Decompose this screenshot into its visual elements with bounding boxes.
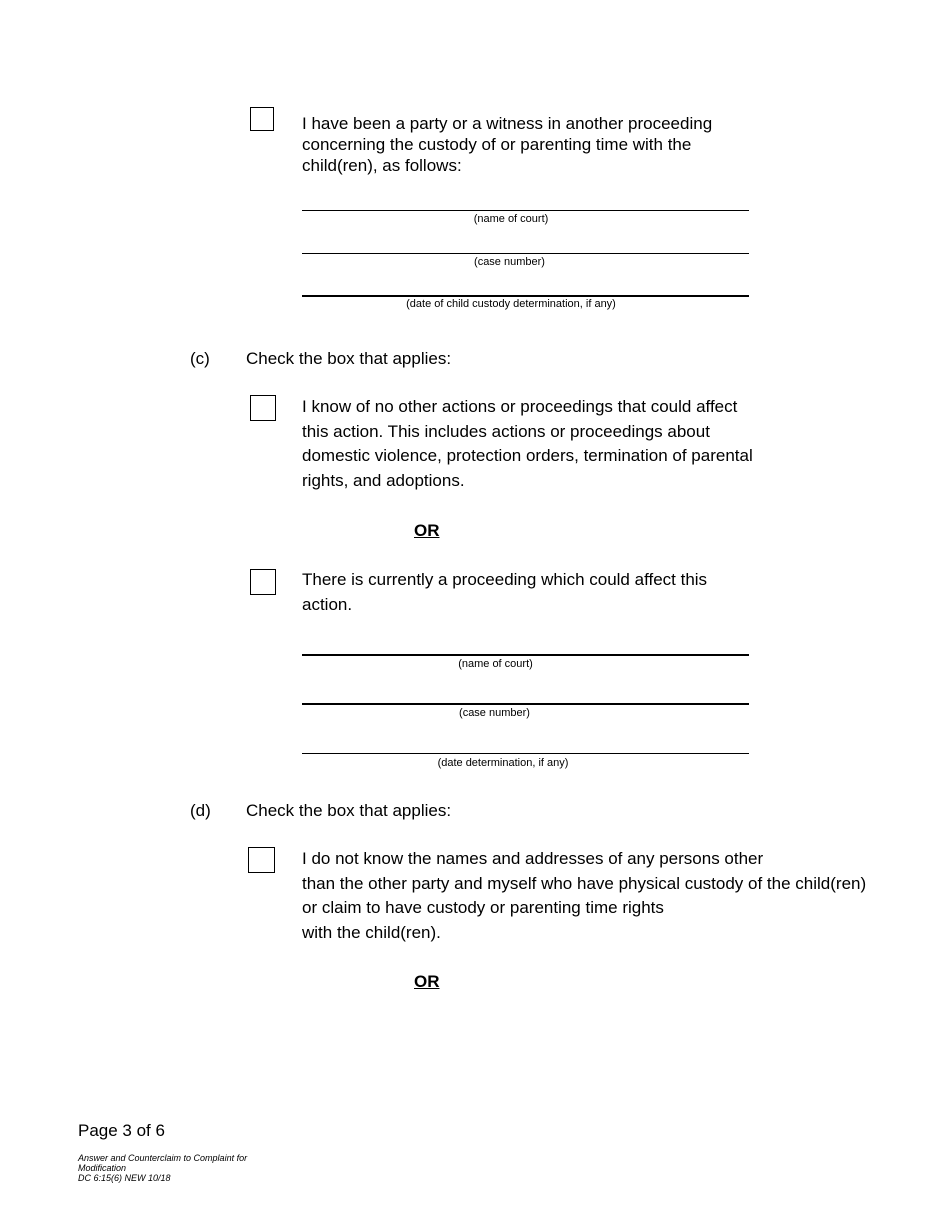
text-line: with the child(ren).	[302, 922, 441, 942]
or-separator-d: OR	[414, 972, 440, 991]
form-code: DC 6:15(6) NEW 10/18	[78, 1173, 171, 1183]
text-line: There is currently a proceeding which could affect this	[302, 570, 708, 589]
court-name-caption: (name of court)	[473, 213, 549, 225]
current-proceeding-checkbox[interactable]	[250, 569, 276, 595]
form-footer	[78, 1153, 247, 1183]
party-witness-checkbox[interactable]	[250, 107, 274, 131]
current-proceeding-text	[302, 568, 707, 617]
court-name-field-line[interactable]	[302, 210, 749, 211]
court-name-caption: (name of court)	[458, 658, 533, 670]
text-line: concerning the custody of or parenting time with the	[302, 135, 692, 154]
form-title-line: Answer and Counterclaim to Complaint for	[78, 1153, 248, 1163]
text-line: action.	[302, 594, 353, 614]
determination-date-caption: (date determination, if any)	[437, 757, 569, 769]
text-line: than the other party and myself who have physical custody of the child(ren)	[302, 873, 867, 893]
case-number-field-line[interactable]	[302, 253, 749, 254]
text-line: rights, and adoptions.	[302, 470, 465, 490]
page-number: Page 3 of 6	[78, 1121, 165, 1140]
section-d-heading: Check the box that applies:	[246, 801, 452, 820]
text-line: this action. This includes actions or proceedings about	[302, 421, 710, 441]
case-number-field-line[interactable]	[302, 703, 749, 705]
form-title-line: Modification	[78, 1163, 127, 1173]
text-line: or claim to have custody or parenting time rights	[302, 898, 664, 917]
text-line: I know of no other actions or proceedings that could affect	[302, 397, 738, 416]
text-line: I do not know the names and addresses of any persons other	[302, 849, 764, 868]
case-number-caption: (case number)	[474, 256, 545, 268]
section-c-marker: (c)	[190, 349, 210, 368]
case-number-caption: (case number)	[459, 707, 530, 719]
party-witness-text	[302, 113, 712, 176]
no-other-actions-text	[302, 395, 753, 493]
unknown-persons-text	[302, 847, 866, 945]
section-c-heading: Check the box that applies:	[246, 349, 452, 368]
determination-date-field-line[interactable]	[302, 295, 749, 297]
or-separator-c: OR	[414, 521, 440, 540]
unknown-persons-checkbox[interactable]	[248, 847, 275, 873]
determination-date-caption: (date of child custody determination, if any)	[406, 298, 616, 310]
text-line: I have been a party or a witness in another proceeding	[302, 114, 713, 133]
text-line: child(ren), as follows:	[302, 156, 462, 175]
court-name-field-line[interactable]	[302, 654, 749, 656]
section-d-marker: (d)	[190, 801, 211, 820]
determination-date-field-line[interactable]	[302, 753, 749, 754]
no-other-actions-checkbox[interactable]	[250, 395, 276, 421]
text-line: domestic violence, protection orders, termination of parental	[302, 446, 753, 465]
